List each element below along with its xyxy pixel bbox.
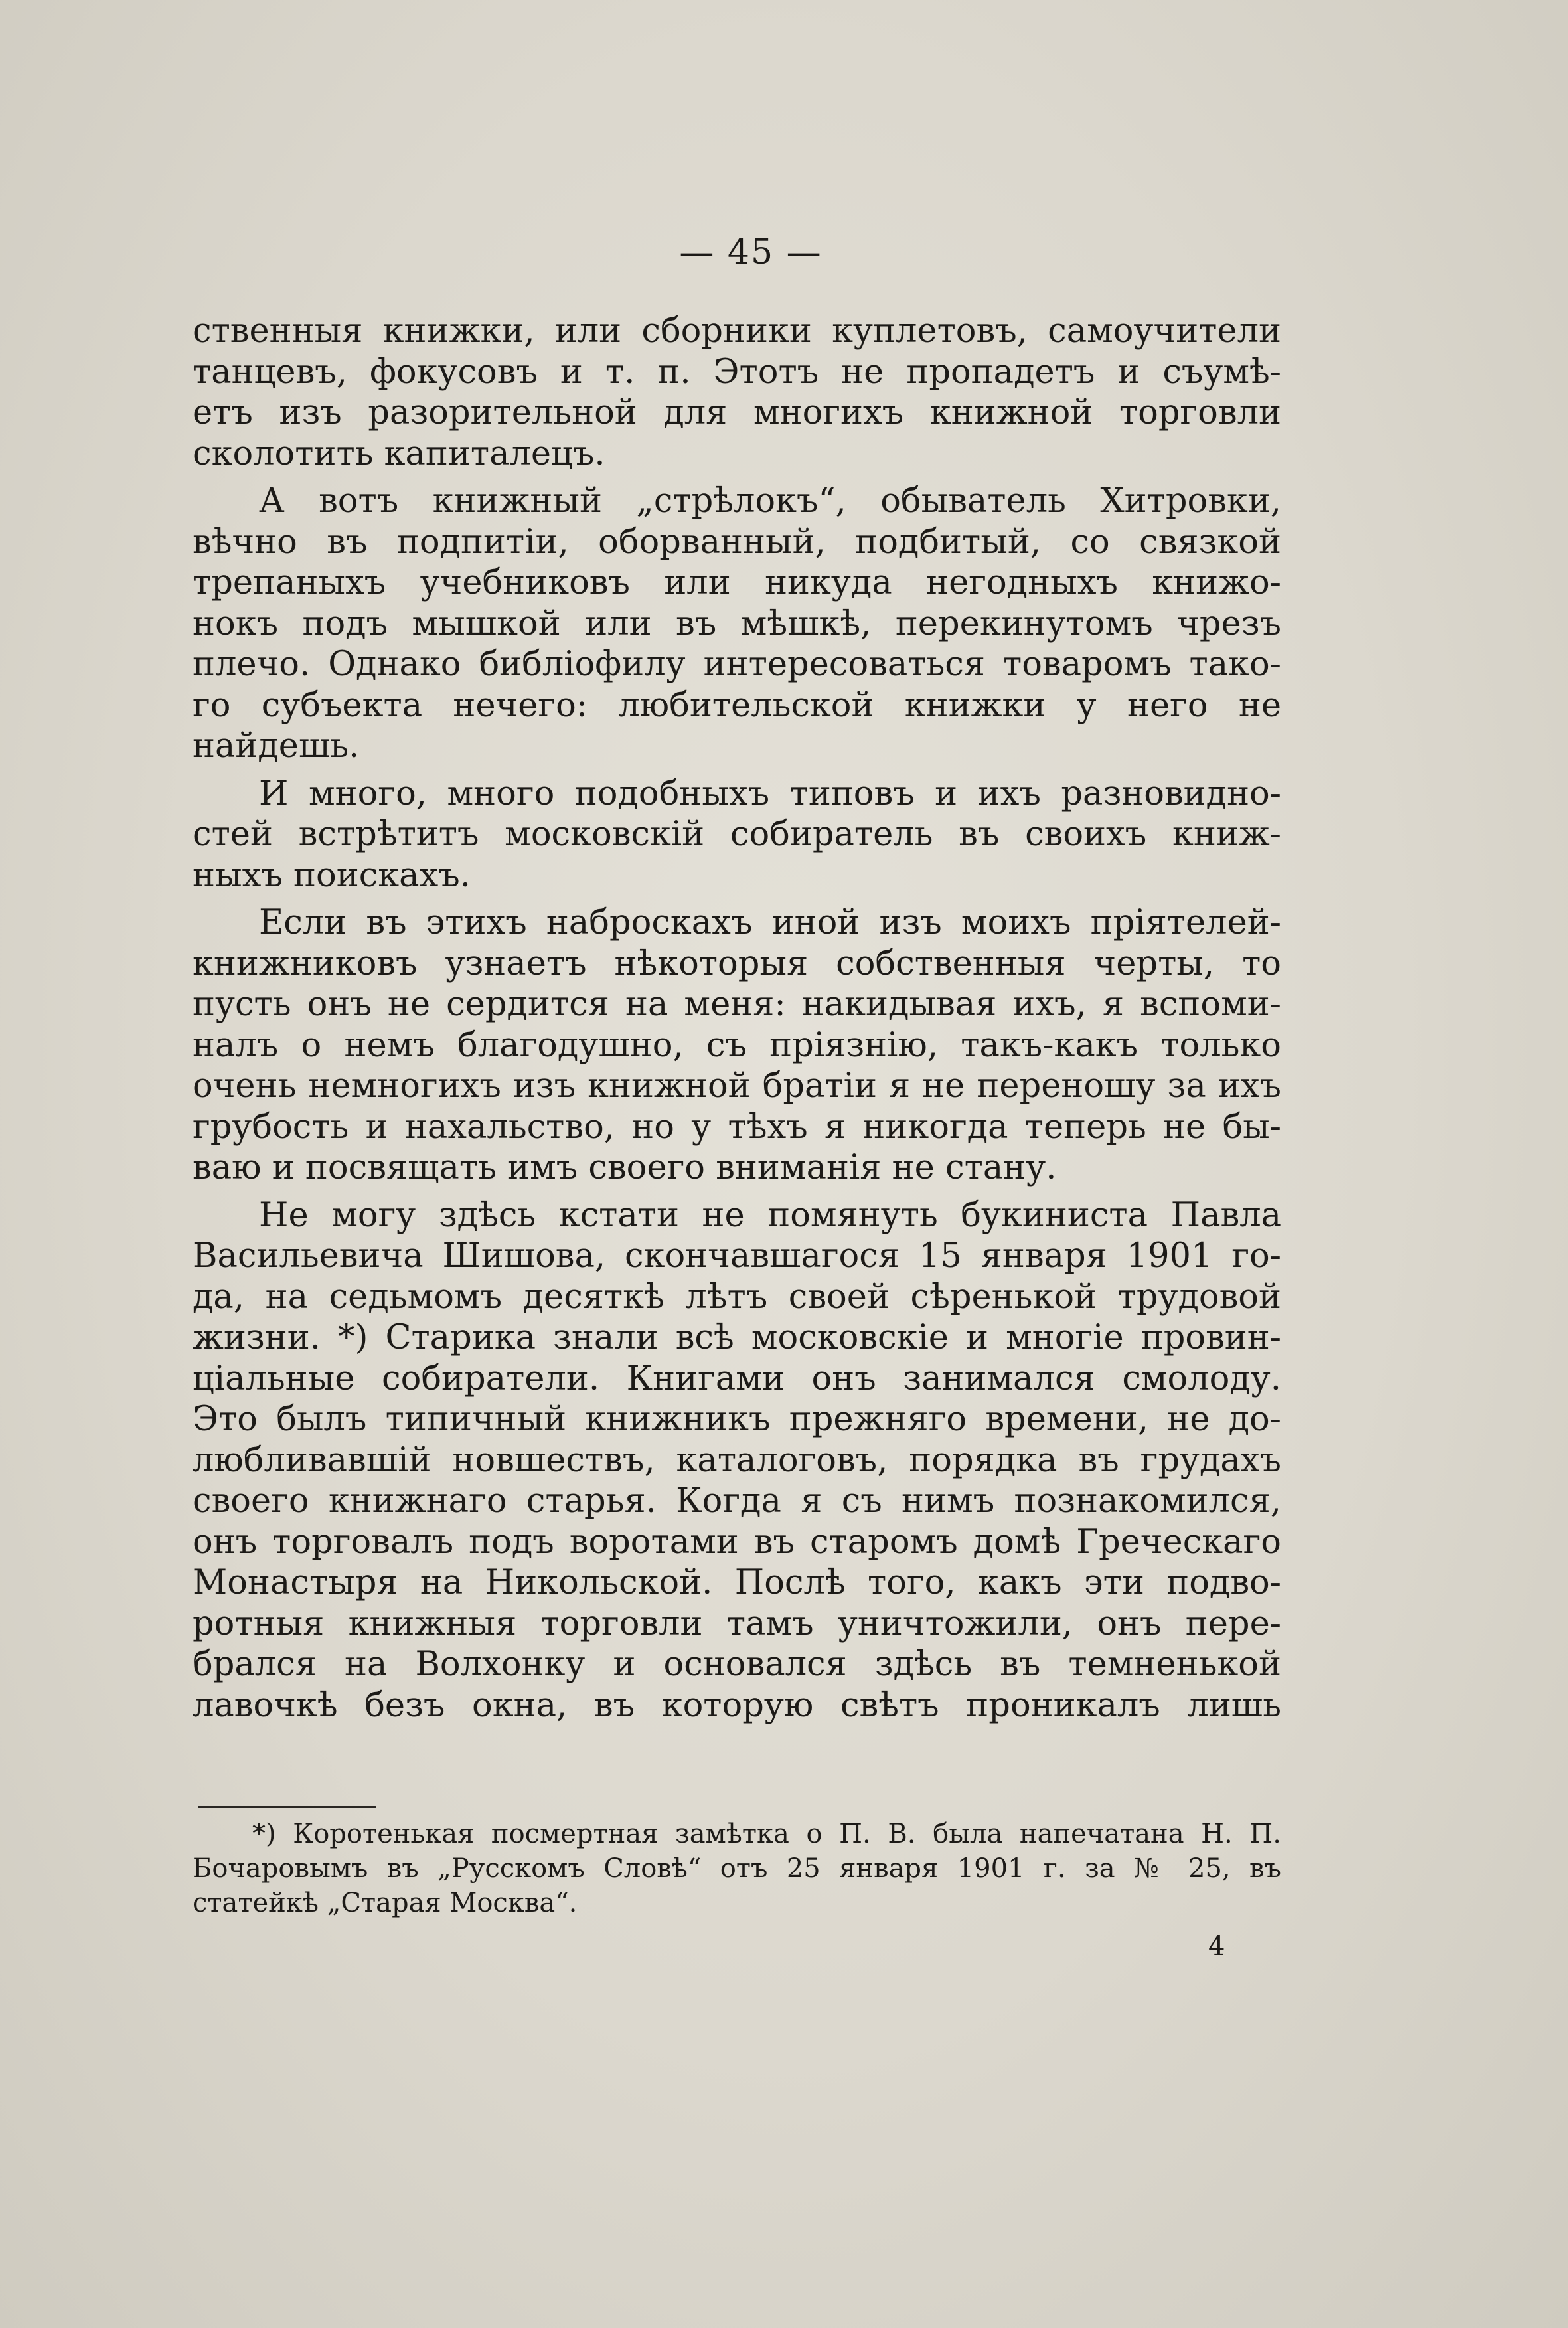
text-line: Васильевича Шишова, скончавшагося 15 января 1901 го- [193,1236,1281,1276]
footnote-line: статейкѣ „Старая Москва“. [193,1888,578,1918]
text-line: етъ изъ разорительной для многихъ книжной торговли [193,393,1281,432]
text-line: онъ торговалъ подъ воротами въ старомъ домѣ Греческаго [193,1522,1281,1562]
text-line: стей встрѣтитъ московскій собиратель въ своихъ книж- [193,815,1281,854]
text-line: найдешь. [193,726,360,766]
text-line: ваю и посвящать имъ своего вниманія не стану. [193,1148,1057,1187]
text-line: грубость и нахальство, но у тѣхъ я никогда теперь не бы- [193,1107,1281,1147]
paragraph [193,1195,1281,1726]
text-line: ныхъ поискахъ. [193,855,471,895]
text-line: пусть онъ не сердится на меня: накидывая ихъ, я вспоми- [193,985,1281,1024]
text-line: книжниковъ узнаетъ нѣкоторыя собственныя черты, то [193,944,1281,983]
page-number: — 45 — [679,232,823,272]
text-line: Монастыря на Никольской. Послѣ того, какъ эти подво- [193,1563,1281,1602]
text-line: нокъ подъ мышкой или въ мѣшкѣ, перекинутомъ чрезъ [193,604,1281,643]
text-line: лавочкѣ безъ окна, въ которую свѣтъ проникалъ лишь [193,1685,1281,1725]
text-line: А вотъ книжный „стрѣлокъ“, обыватель Хитровки, [259,481,1281,521]
paragraph [193,311,1281,474]
text-line: да, на седьмомъ десяткѣ лѣтъ своей сѣренькой трудовой [193,1277,1281,1317]
text-line: Это былъ типичный книжникъ прежняго времени, не до- [193,1400,1281,1439]
text-line: сколотить капиталецъ. [193,434,605,473]
text-line: вѣчно въ подпитіи, оборванный, подбитый, со связкой [193,522,1281,562]
text-line: И много, много подобныхъ типовъ и ихъ разновидно- [259,774,1281,813]
text-line: налъ о немъ благодушно, съ пріязнію, такъ-какъ только [193,1025,1281,1065]
footnote [193,1817,1281,1920]
text-line: го субъекта нечего: любительской книжки у него не [193,685,1281,725]
footnote-line: Бочаровымъ въ „Русскомъ Словѣ“ отъ 25 января 1901 г. за № 25, въ [193,1853,1281,1884]
text-line: своего книжнаго старья. Когда я съ нимъ познакомился, [193,1481,1281,1521]
text-line: танцевъ, фокусовъ и т. п. Этотъ не пропадетъ и съумѣ- [193,352,1281,392]
paragraph [193,481,1281,767]
text-line: брался на Волхонку и основался здѣсь въ темненькой [193,1645,1281,1684]
text-line: ротныя книжныя торговли тамъ уничтожили, онъ пере- [193,1604,1281,1643]
text-line: очень немногихъ изъ книжной братіи я не переношу за ихъ [193,1066,1281,1106]
footnote-line: *) Коротенькая посмертная замѣтка о П. В. была напечатана Н. П. [252,1819,1281,1849]
text-line: Не могу здѣсь кстати не помянуть букиниста Павла [259,1195,1281,1235]
text-line: любливавшій новшествъ, каталоговъ, порядка въ грудахъ [193,1440,1281,1480]
footnote-rule [198,1806,376,1808]
paragraph [193,774,1281,896]
text-line: Если въ этихъ наброскахъ иной изъ моихъ пріятелей- [259,903,1281,942]
text-line: ціальные собиратели. Книгами онъ занимался смолоду. [193,1359,1281,1398]
text-line: ственныя книжки, или сборники куплетовъ, самоучители [193,311,1281,351]
text-line: жизни. *) Старика знали всѣ московскіе и многіе провин- [193,1318,1281,1357]
signature-mark: 4 [1208,1931,1225,1961]
text-line: трепаныхъ учебниковъ или никуда негодныхъ книжо- [193,563,1281,602]
text-line: плечо. Однако библіофилу интересоваться товаромъ тако- [193,645,1281,684]
body-text [193,311,1281,1726]
paragraph [193,902,1281,1189]
